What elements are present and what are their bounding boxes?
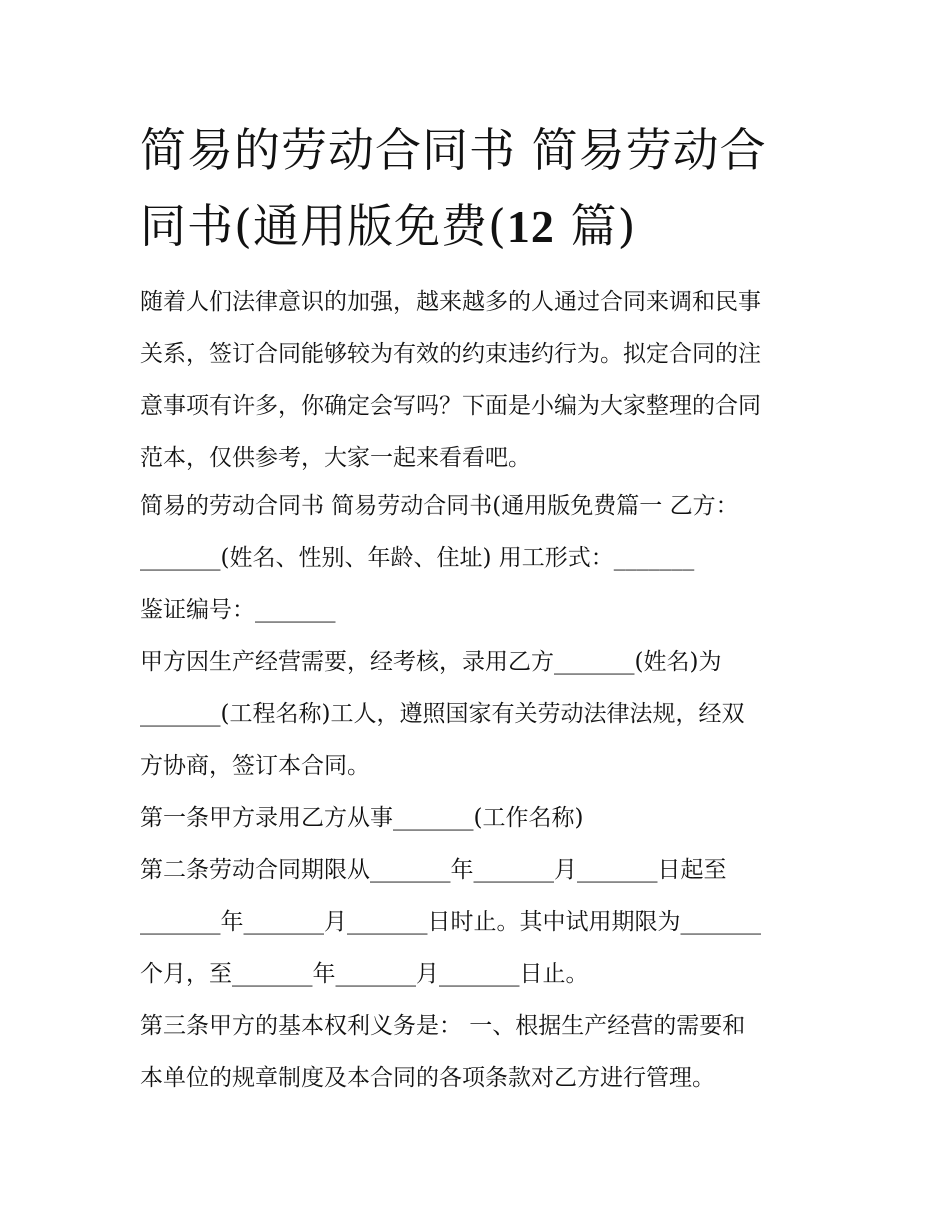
contract-line: 方协商，签订本合同。 [140,753,370,779]
title-line-2-prefix: 同书(通用版免费( [140,199,507,253]
title-article-count: 12 [506,201,555,252]
intro-paragraph [140,276,820,484]
contract-line: _______(姓名、性别、年龄、住址) 用工形式：_______ [140,545,695,571]
document-title [140,112,820,265]
intro-line: 范本，仅供参考，大家一起来看看吧。 [140,445,531,471]
intro-line: 关系，签订合同能够较为有效的约束违约行为。拟定合同的注 [140,341,761,367]
contract-line: 甲方因生产经营需要，经考核，录用乙方_______(姓名)为 [140,649,722,675]
intro-line: 意事项有许多，你确定会写吗？下面是小编为大家整理的合同 [140,393,761,419]
contract-line: 简易的劳动合同书 简易劳动合同书(通用版免费篇一 乙方： [140,493,739,519]
contract-line: 个月，至_______年_______月_______日止。 [140,961,589,987]
contract-body [140,480,820,1104]
contract-line: _______年_______月_______日时止。其中试用期限为_______ [140,909,761,935]
contract-line: 本单位的规章制度及本合同的各项条款对乙方进行管理。 [140,1065,715,1091]
contract-line: 鉴证编号：_______ [140,597,336,623]
title-line-2-suffix: 篇) [554,199,637,253]
title-line-2 [140,188,820,265]
contract-line: _______(工程名称)工人，遵照国家有关劳动法律法规，经双 [140,701,745,727]
contract-line: 第二条劳动合同期限从_______年_______月_______日起至 [140,857,727,883]
intro-line: 随着人们法律意识的加强，越来越多的人通过合同来调和民事 [140,289,761,315]
contract-line: 第一条甲方录用乙方从事_______(工作名称) [140,805,584,831]
contract-line: 第三条甲方的基本权利义务是： 一、根据生产经营的需要和 [140,1013,746,1039]
title-line-1: 简易的劳动合同书 简易劳动合 [140,123,767,177]
